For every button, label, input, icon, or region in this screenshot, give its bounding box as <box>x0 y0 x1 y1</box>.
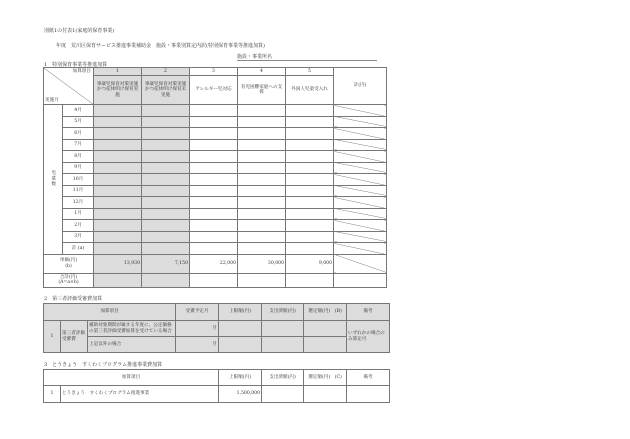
notes-cell[interactable] <box>347 386 390 403</box>
count-cell <box>142 116 190 128</box>
count-cell <box>94 174 142 186</box>
month-label: 7月 <box>63 139 94 151</box>
month-row <box>44 243 387 255</box>
count-cell[interactable] <box>190 197 238 209</box>
month-row <box>44 162 387 174</box>
limit-cell[interactable] <box>219 321 262 337</box>
special-childcare-table <box>43 67 387 288</box>
count-cell <box>142 174 190 186</box>
month-label: 9月 <box>63 162 94 174</box>
unit-price: 13,930 <box>94 254 142 273</box>
count-cell <box>142 139 190 151</box>
section2-title: 2 第三者評価受審費加算 <box>44 296 103 302</box>
header-month: 受審予定月 <box>176 304 219 321</box>
unit-price: 7,150 <box>142 254 190 273</box>
header-notes: 備考 <box>347 370 390 386</box>
sum-total-cell[interactable] <box>334 273 387 287</box>
count-cell[interactable] <box>286 243 334 255</box>
note: いずれかの場合のみ算定可 <box>347 321 390 353</box>
sum-label: 合計(円) (A=a×b) <box>44 273 94 287</box>
disabled-cell <box>334 220 387 232</box>
month-label: 1月 <box>63 208 94 220</box>
count-cell[interactable] <box>238 105 286 117</box>
count-cell <box>94 243 142 255</box>
count-cell[interactable] <box>286 116 334 128</box>
count-cell[interactable] <box>238 116 286 128</box>
count-cell[interactable] <box>190 162 238 174</box>
count-cell <box>142 197 190 209</box>
disabled-cell <box>334 254 387 273</box>
count-cell[interactable] <box>190 116 238 128</box>
count-cell[interactable] <box>286 105 334 117</box>
count-cell <box>142 220 190 232</box>
count-cell <box>142 185 190 197</box>
month-label: 計 (a) <box>63 243 94 255</box>
count-cell <box>142 243 190 255</box>
count-cell[interactable] <box>190 105 238 117</box>
count-cell[interactable] <box>238 197 286 209</box>
unit-price: 22,000 <box>190 254 238 273</box>
unit-price-label: 単価(円) (b) <box>44 254 94 273</box>
sum-cell <box>94 273 142 287</box>
disabled-cell <box>334 243 387 255</box>
month-row <box>44 220 387 232</box>
count-cell[interactable] <box>238 220 286 232</box>
month-field[interactable]: 月 <box>176 337 219 353</box>
row-no: 1 <box>44 321 61 353</box>
spent-cell[interactable] <box>262 386 304 403</box>
corner-top-label: 加算項目 <box>72 69 91 74</box>
count-cell <box>142 162 190 174</box>
month-row <box>44 197 387 209</box>
month-label: 6月 <box>63 128 94 140</box>
spent-cell[interactable] <box>262 321 304 337</box>
sukuwaku-table <box>43 369 390 403</box>
count-cell[interactable] <box>190 243 238 255</box>
month-label: 10月 <box>63 174 94 186</box>
col-no: 5 <box>286 68 334 76</box>
disabled-cell <box>334 162 387 174</box>
selected-cell[interactable] <box>304 386 347 403</box>
header-selected: 選定額(円) (B) <box>304 304 347 321</box>
month-row <box>44 208 387 220</box>
count-cell <box>94 116 142 128</box>
count-cell <box>94 208 142 220</box>
unit-price: 9,000 <box>286 254 334 273</box>
facility-label: 施設・事業所名 <box>237 54 273 60</box>
header-selected: 選定額(円) (C) <box>304 370 347 386</box>
col-label: 育児困難家庭への支援 <box>238 76 286 105</box>
count-cell <box>94 185 142 197</box>
month-row <box>44 139 387 151</box>
month-field[interactable]: 月 <box>176 321 219 337</box>
count-cell <box>142 208 190 220</box>
disabled-cell <box>334 151 387 163</box>
side-label: 児童数 <box>50 169 56 187</box>
count-cell[interactable] <box>238 243 286 255</box>
sum-cell[interactable] <box>286 273 334 287</box>
disabled-cell <box>334 197 387 209</box>
header-spent: 支出済額(円) <box>262 304 304 321</box>
item-name: とうきょう すくわくプログラム推進事業 <box>61 386 219 403</box>
count-cell <box>94 220 142 232</box>
count-cell[interactable] <box>190 208 238 220</box>
col-label: 零歳児保育対策実施かつ産休明け保育未実施 <box>142 76 190 105</box>
month-row <box>44 128 387 140</box>
sum-cell[interactable] <box>238 273 286 287</box>
count-cell[interactable] <box>238 174 286 186</box>
month-row <box>44 174 387 186</box>
count-cell[interactable] <box>286 231 334 243</box>
count-cell <box>94 128 142 140</box>
disabled-cell <box>334 139 387 151</box>
count-cell[interactable] <box>238 162 286 174</box>
disabled-cell <box>334 116 387 128</box>
month-label: 4月 <box>63 105 94 117</box>
corner-bottom-label: 実施月 <box>45 97 59 103</box>
count-cell[interactable] <box>286 151 334 163</box>
count-cell[interactable] <box>238 185 286 197</box>
month-label: 5月 <box>63 116 94 128</box>
month-label: 3月 <box>63 231 94 243</box>
col-no: 2 <box>142 68 190 76</box>
count-cell <box>94 231 142 243</box>
sum-cell[interactable] <box>190 273 238 287</box>
month-label: 12月 <box>63 197 94 209</box>
spent-cell[interactable] <box>262 337 304 353</box>
disabled-cell <box>334 185 387 197</box>
month-label: 8月 <box>63 151 94 163</box>
col-label: 外国人児童受入れ <box>286 76 334 105</box>
count-cell[interactable] <box>286 139 334 151</box>
count-cell <box>142 151 190 163</box>
col-no: 3 <box>190 68 238 76</box>
month-row <box>44 151 387 163</box>
count-cell <box>142 105 190 117</box>
form-id: 別紙1の付表1(家庭的保育事業) <box>44 28 115 34</box>
month-label: 11月 <box>63 185 94 197</box>
count-cell <box>142 231 190 243</box>
count-cell[interactable] <box>286 162 334 174</box>
header-notes: 備考 <box>347 304 390 321</box>
disabled-cell <box>334 174 387 186</box>
col-label: 零歳児保育対策実施かつ産休明け保育実施 <box>94 76 142 105</box>
count-cell[interactable] <box>190 139 238 151</box>
count-cell[interactable] <box>190 220 238 232</box>
children-count-label <box>44 105 63 255</box>
count-cell[interactable] <box>190 185 238 197</box>
count-cell[interactable] <box>238 151 286 163</box>
section1-title: 1 特別保育事業等推進加算 <box>44 62 108 68</box>
third-party-eval-table <box>43 303 390 353</box>
case-desc: 補助対象期間が属する年度に、公定価格の第三者評価受審加算を受けている場合 <box>88 321 176 337</box>
header-limit: 上限額(円) <box>219 304 262 321</box>
count-cell <box>94 139 142 151</box>
count-cell[interactable] <box>286 197 334 209</box>
limit-value: 1,500,000 <box>219 386 262 403</box>
col-no: 4 <box>238 68 286 76</box>
count-cell[interactable] <box>238 208 286 220</box>
month-row <box>44 185 387 197</box>
row-no: 1 <box>44 386 61 403</box>
count-cell[interactable] <box>286 185 334 197</box>
count-cell[interactable] <box>238 231 286 243</box>
disabled-cell <box>334 231 387 243</box>
count-cell[interactable] <box>286 220 334 232</box>
count-cell <box>94 197 142 209</box>
month-row <box>44 105 387 117</box>
disabled-cell <box>334 208 387 220</box>
total-header: 計(円) <box>334 68 387 105</box>
count-cell[interactable] <box>190 128 238 140</box>
col-label: アレルギー児対応 <box>190 76 238 105</box>
month-label: 2月 <box>63 220 94 232</box>
month-row <box>44 231 387 243</box>
count-cell[interactable] <box>190 174 238 186</box>
count-cell[interactable] <box>238 128 286 140</box>
disabled-cell <box>334 105 387 117</box>
count-cell[interactable] <box>286 174 334 186</box>
month-row <box>44 116 387 128</box>
unit-price: 30,000 <box>238 254 286 273</box>
corner-header <box>44 68 94 105</box>
disabled-cell <box>334 128 387 140</box>
count-cell[interactable] <box>286 128 334 140</box>
item-name: 第三者評価受審費 <box>61 321 88 353</box>
header-spent: 支出済額(円) <box>262 370 304 386</box>
count-cell[interactable] <box>238 139 286 151</box>
case-desc: 上記以外の場合 <box>88 337 176 353</box>
page-title: 年度 荒川区保育サービス推進事業補助金 施設・事業別算定内訳(特別保育事業等推進加算) <box>56 43 265 49</box>
count-cell[interactable] <box>190 151 238 163</box>
limit-cell[interactable] <box>219 337 262 353</box>
selected-cell[interactable] <box>304 321 347 337</box>
section3-title: 3 とうきょう すくわくプログラム推進事業費加算 <box>44 362 163 368</box>
header-item: 加算項目 <box>44 370 219 386</box>
sum-cell <box>142 273 190 287</box>
count-cell[interactable] <box>190 231 238 243</box>
selected-cell[interactable] <box>304 337 347 353</box>
facility-name-field[interactable] <box>237 53 377 61</box>
count-cell[interactable] <box>286 208 334 220</box>
count-cell <box>94 105 142 117</box>
count-cell <box>142 128 190 140</box>
count-cell <box>94 151 142 163</box>
header-limit: 上限額(円) <box>219 370 262 386</box>
col-no: 1 <box>94 68 142 76</box>
count-cell <box>94 162 142 174</box>
header-item: 加算項目 <box>44 304 176 321</box>
